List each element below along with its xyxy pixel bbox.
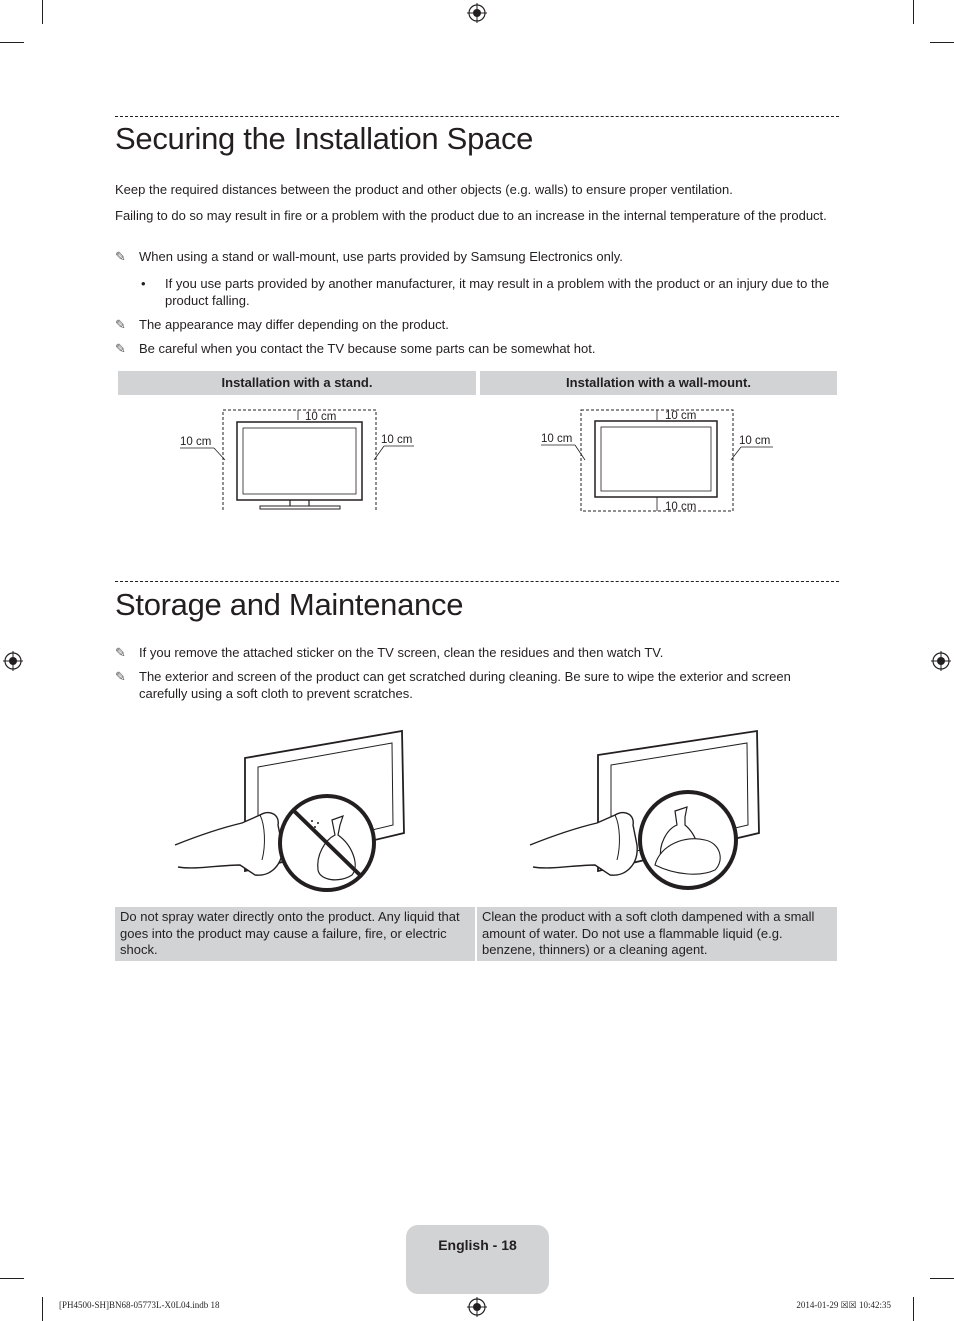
note-item — [115, 644, 839, 661]
footer-timestamp: 2014-01-29 ☒☒ 10:42:35 — [796, 1300, 891, 1310]
pencil-note-icon: ✎ — [115, 645, 126, 660]
crop-mark — [0, 1278, 24, 1279]
stand-clearance-diagram — [170, 400, 430, 515]
pencil-note-icon: ✎ — [115, 249, 126, 264]
page-number: English - 18 — [438, 1237, 517, 1253]
pencil-note-icon: ✎ — [115, 317, 126, 332]
registration-mark-icon — [931, 651, 951, 671]
crop-mark — [913, 0, 914, 24]
note-text: The exterior and screen of the product can get scratched during cleaning. Be sure to wipe the exterior and screen carefully using a soft cloth to prevent scratches. — [139, 669, 791, 701]
registration-mark-icon — [467, 3, 487, 23]
note-item — [115, 668, 839, 702]
registration-mark-icon — [3, 651, 23, 671]
section-title: Securing the Installation Space — [115, 121, 534, 156]
clearance-label-top: 10 cm — [305, 411, 337, 423]
note-text: If you remove the attached sticker on the TV screen, clean the residues and then watch TV. — [139, 645, 664, 660]
crop-mark — [42, 1297, 43, 1321]
footer-file-info: [PH4500-SH]BN68-05773L-X0L04.indb 18 — [59, 1300, 220, 1310]
section-divider — [115, 116, 839, 117]
clearance-label-top: 10 cm — [665, 410, 697, 422]
caption-soft-cloth: Clean the product with a soft cloth dampened with a small amount of water. Do not use a flammable liquid (e.g. benzene, thinners) or a cleaning agent. — [477, 907, 837, 961]
crop-mark — [913, 1297, 914, 1321]
clearance-label-right: 10 cm — [739, 435, 771, 447]
crop-mark — [42, 0, 43, 24]
bullet-text: If you use parts provided by another manufacturer, it may result in a problem with the product or an injury due to the product falling. — [165, 276, 830, 308]
table-header-stand: Installation with a stand. — [118, 371, 476, 395]
paragraph: Failing to do so may result in fire or a problem with the product due to an increase in the internal temperature of the product. — [115, 208, 827, 223]
table-header-wall-mount: Installation with a wall-mount. — [480, 371, 837, 395]
caption-no-spray: Do not spray water directly onto the product. Any liquid that goes into the product may cause a failure, fire, or electric shock. — [115, 907, 475, 961]
note-item — [115, 248, 839, 265]
wall-mount-clearance-diagram — [535, 400, 780, 515]
clearance-label-left: 10 cm — [180, 436, 212, 448]
bullet-dot: • — [141, 276, 146, 291]
crop-mark — [930, 42, 954, 43]
bullet-item — [141, 275, 839, 309]
crop-mark — [0, 42, 24, 43]
clearance-label-bottom: 10 cm — [665, 501, 697, 513]
soft-cloth-illustration — [525, 725, 765, 895]
clearance-label-right: 10 cm — [381, 434, 413, 446]
pencil-note-icon: ✎ — [115, 669, 126, 684]
note-item — [115, 340, 839, 357]
clearance-label-left: 10 cm — [541, 433, 573, 445]
no-spray-illustration — [170, 725, 410, 895]
note-text: When using a stand or wall-mount, use parts provided by Samsung Electronics only. — [139, 249, 623, 264]
note-item — [115, 316, 839, 333]
note-text: The appearance may differ depending on the product. — [139, 317, 449, 332]
registration-mark-icon — [467, 1297, 487, 1317]
page-number-tab — [406, 1225, 549, 1294]
note-text: Be careful when you contact the TV because some parts can be somewhat hot. — [139, 341, 596, 356]
crop-mark — [930, 1278, 954, 1279]
section-title: Storage and Maintenance — [115, 587, 464, 622]
pencil-note-icon: ✎ — [115, 341, 126, 356]
paragraph: Keep the required distances between the product and other objects (e.g. walls) to ensure proper ventilation. — [115, 182, 733, 197]
section-divider — [115, 581, 839, 582]
